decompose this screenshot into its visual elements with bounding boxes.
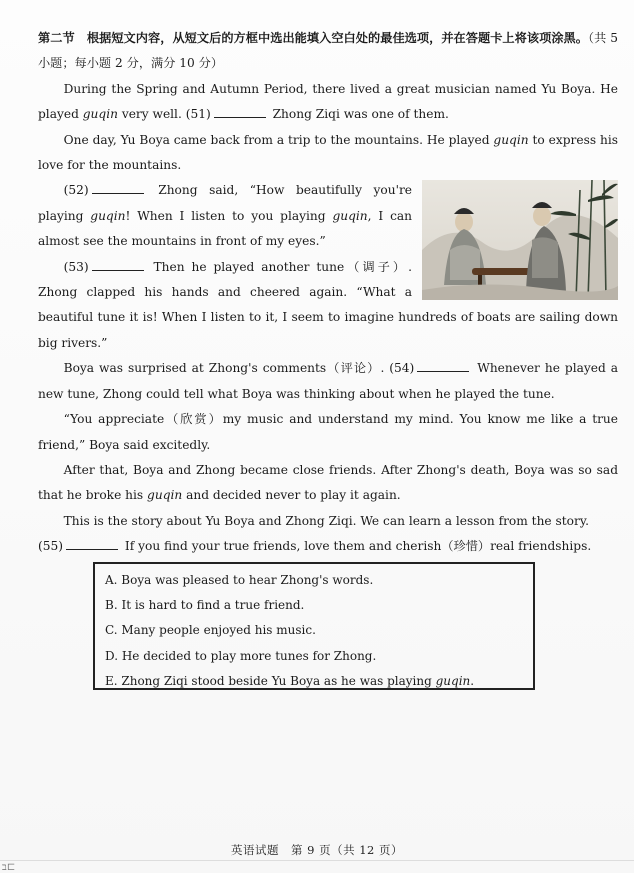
option-b[interactable]: B. It is hard to find a true friend. bbox=[105, 598, 305, 613]
section-heading bbox=[38, 26, 618, 77]
option-c[interactable]: C. Many people enjoyed his music. bbox=[105, 623, 316, 638]
footer-divider bbox=[0, 860, 634, 861]
ink-painting-image bbox=[422, 180, 618, 300]
options-box bbox=[93, 562, 535, 690]
blank-53[interactable] bbox=[92, 258, 144, 271]
paragraph-6 bbox=[38, 407, 618, 458]
section-title-line2: 项涂黑。 bbox=[539, 31, 588, 45]
paragraph-8 bbox=[38, 509, 618, 534]
blank-55[interactable] bbox=[66, 537, 118, 550]
paragraph-5 bbox=[38, 356, 618, 407]
reading-section bbox=[38, 26, 618, 560]
p6-text: “You appreciate（欣赏）my music and understand my mind. You know me like a true friend,” Boya said excitedly. bbox=[38, 412, 618, 452]
p7-text-b: and decided never to play it again. bbox=[182, 488, 401, 503]
paragraph-7 bbox=[38, 458, 618, 509]
p3-text-b: ! When I listen to you playing bbox=[125, 208, 333, 223]
option-e-text-b: . bbox=[470, 673, 475, 688]
option-e-guqin: guqin bbox=[435, 673, 471, 688]
paragraph-8-cont bbox=[38, 534, 618, 559]
p1-guqin: guqin bbox=[82, 107, 118, 122]
p8-text-a: This is the story about Yu Boya and Zhong Ziqi. We can learn a lesson from the story. bbox=[63, 513, 589, 528]
p2-text-a: One day, Yu Boya came back from a trip to the mountains. He played bbox=[63, 132, 494, 147]
blank-54[interactable] bbox=[417, 359, 469, 372]
p1-text-b: very well. (51) bbox=[117, 107, 211, 122]
illustration-yu-boya-zhong-ziqi bbox=[422, 180, 618, 300]
p2-text-b: to express his love for the mountains. bbox=[38, 132, 618, 173]
option-d[interactable]: D. He decided to play more tunes for Zhong. bbox=[105, 648, 377, 663]
option-e[interactable] bbox=[105, 669, 533, 694]
p3-guqin-2: guqin bbox=[332, 208, 368, 223]
page-footer: 英语试题 第 9 页（共 12 页） bbox=[230, 843, 404, 857]
option-a[interactable]: A. Boya was pleased to hear Zhong's words. bbox=[105, 573, 374, 587]
p2-guqin: guqin bbox=[493, 132, 529, 147]
section-note: （共 5 小题；每小题 2 分，满分 10 分） bbox=[38, 31, 619, 71]
p8-number: (55) bbox=[38, 539, 64, 554]
p7-guqin: guqin bbox=[147, 488, 183, 503]
p8-text-b: If you find your true friends, love them and cherish（珍惜）real friendships. bbox=[121, 539, 592, 554]
blank-51[interactable] bbox=[214, 105, 266, 118]
corner-mark: ב⊏ bbox=[2, 862, 16, 873]
blank-52[interactable] bbox=[92, 181, 144, 194]
p5-text-a: Boya was surprised at Zhong's comments（评论）. (54) bbox=[63, 361, 415, 376]
section-title: 第二节 根据短文内容，从短文后的方框中选出能填入空白处的最佳选项，并在答题卡上将该 bbox=[38, 31, 540, 45]
p1-text-a: During the Spring and Autumn Period, there lived a great musician named Yu Boya. He played bbox=[38, 81, 618, 122]
p4-text: Then he played another tune（调子）. Zhong clapped his hands and cheered again. “What a beautiful tune it is! When I listen to it, I seem to imagine hundreds of boats are sailing down big rivers.” bbox=[38, 259, 618, 350]
option-e-text-a: E. Zhong Ziqi stood beside Yu Boya as he was playing bbox=[105, 673, 436, 688]
p7-text-a: After that, Boya and Zhong became close friends. After Zhong's death, Boya was so sad that he broke his bbox=[38, 462, 618, 503]
paragraph-2 bbox=[38, 128, 618, 179]
p5-text-b: Whenever he played a new tune, Zhong could tell what Boya was thinking about when he played the tune. bbox=[38, 361, 619, 401]
p3-guqin-1: guqin bbox=[90, 208, 126, 223]
p3-number: (52) bbox=[63, 183, 89, 198]
p3-text-c: , I can almost see the mountains in front of my eyes.” bbox=[38, 208, 413, 249]
p1-text-c: Zhong Ziqi was one of them. bbox=[268, 107, 449, 122]
paragraph-1 bbox=[38, 77, 618, 128]
p3-text-a: Zhong said, “How beautifully you're playing bbox=[38, 183, 412, 223]
p4-number: (53) bbox=[63, 259, 89, 274]
